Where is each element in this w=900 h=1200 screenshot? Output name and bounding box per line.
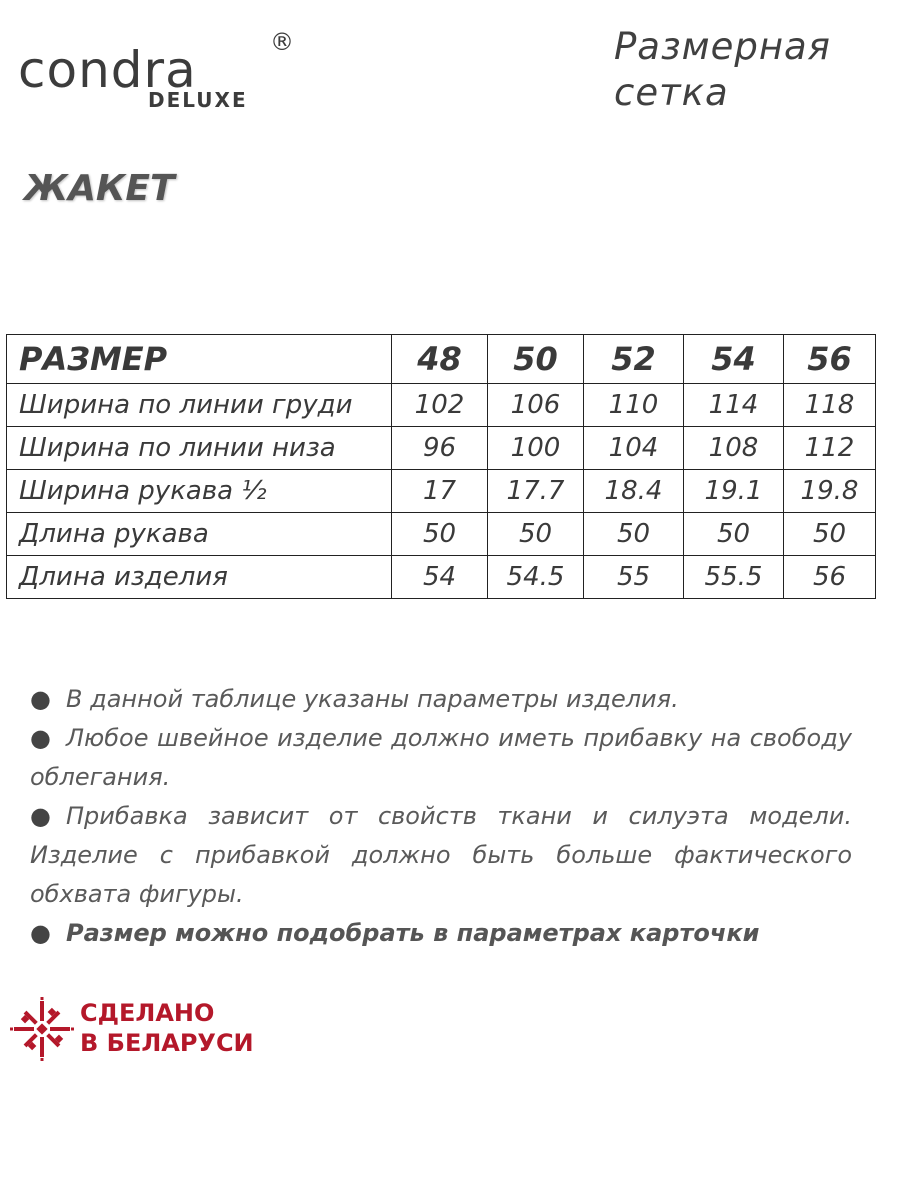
table-cell: 50: [488, 513, 584, 556]
table-cell: 96: [392, 427, 488, 470]
note-item: [30, 797, 852, 914]
table-cell: 54: [392, 556, 488, 599]
bullet-icon: ●: [30, 685, 51, 713]
table-cell: 18.4: [584, 470, 684, 513]
document-title: Размерная сетка: [614, 25, 831, 114]
table-cell: 54.5: [488, 556, 584, 599]
table-row: [7, 384, 876, 427]
size-header-cell: 56: [784, 335, 876, 384]
row-label: Длина рукава: [7, 513, 392, 556]
row-label: Ширина по линии низа: [7, 427, 392, 470]
table-cell: 110: [584, 384, 684, 427]
table-row: [7, 427, 876, 470]
table-cell: 17.7: [488, 470, 584, 513]
size-table: [6, 334, 876, 599]
logo-registered-mark: ®: [270, 28, 294, 56]
note-item: [30, 680, 852, 719]
table-cell: 100: [488, 427, 584, 470]
badge-text: [80, 998, 254, 1058]
table-cell: 50: [584, 513, 684, 556]
table-cell: 106: [488, 384, 584, 427]
table-cell: 19.1: [684, 470, 784, 513]
size-header-cell: 48: [392, 335, 488, 384]
note-item: [30, 719, 852, 797]
table-cell: 17: [392, 470, 488, 513]
badge-line: СДЕЛАНО: [80, 999, 215, 1027]
size-header-cell: 54: [684, 335, 784, 384]
product-name: ЖАКЕТ: [24, 168, 175, 209]
notes-list: [30, 680, 852, 953]
bullet-icon: ●: [30, 724, 51, 752]
table-cell: 114: [684, 384, 784, 427]
belarus-ornament-icon: [8, 996, 76, 1062]
size-header-cell: 52: [584, 335, 684, 384]
table-cell: 50: [684, 513, 784, 556]
logo-subtitle: DELUXE: [148, 88, 248, 112]
table-row: [7, 470, 876, 513]
size-header-cell: 50: [488, 335, 584, 384]
table-cell: 112: [784, 427, 876, 470]
made-in-belarus-badge: [8, 996, 254, 1066]
brand-logo: [18, 28, 308, 114]
table-cell: 50: [784, 513, 876, 556]
table-cell: 19.8: [784, 470, 876, 513]
table-cell: 102: [392, 384, 488, 427]
table-row: [7, 513, 876, 556]
row-label: Ширина по линии груди: [7, 384, 392, 427]
note-item: [30, 914, 852, 953]
badge-line: В БЕЛАРУСИ: [80, 1029, 254, 1057]
table-cell: 56: [784, 556, 876, 599]
table-cell: 50: [392, 513, 488, 556]
bullet-icon: ●: [30, 919, 51, 947]
logo-wordmark: condra: [18, 41, 197, 99]
size-header-row: [7, 335, 876, 384]
table-cell: 104: [584, 427, 684, 470]
bullet-icon: ●: [30, 802, 51, 830]
note-text: В данной таблице указаны параметры изделия.: [66, 685, 679, 713]
table-cell: 55.5: [684, 556, 784, 599]
table-row: [7, 556, 876, 599]
table-cell: 108: [684, 427, 784, 470]
note-text: Любое швейное изделие должно иметь прибавку на свободу облегания.: [30, 724, 852, 791]
note-text: Размер можно подобрать в параметрах карточки: [66, 919, 760, 947]
note-text: Прибавка зависит от свойств ткани и силуэта модели. Изделие с прибавкой должно быть больше фактического обхвата фигуры.: [30, 802, 852, 908]
size-header-label: РАЗМЕР: [7, 335, 392, 384]
table-cell: 55: [584, 556, 684, 599]
row-label: Длина изделия: [7, 556, 392, 599]
row-label: Ширина рукава ½: [7, 470, 392, 513]
table-cell: 118: [784, 384, 876, 427]
